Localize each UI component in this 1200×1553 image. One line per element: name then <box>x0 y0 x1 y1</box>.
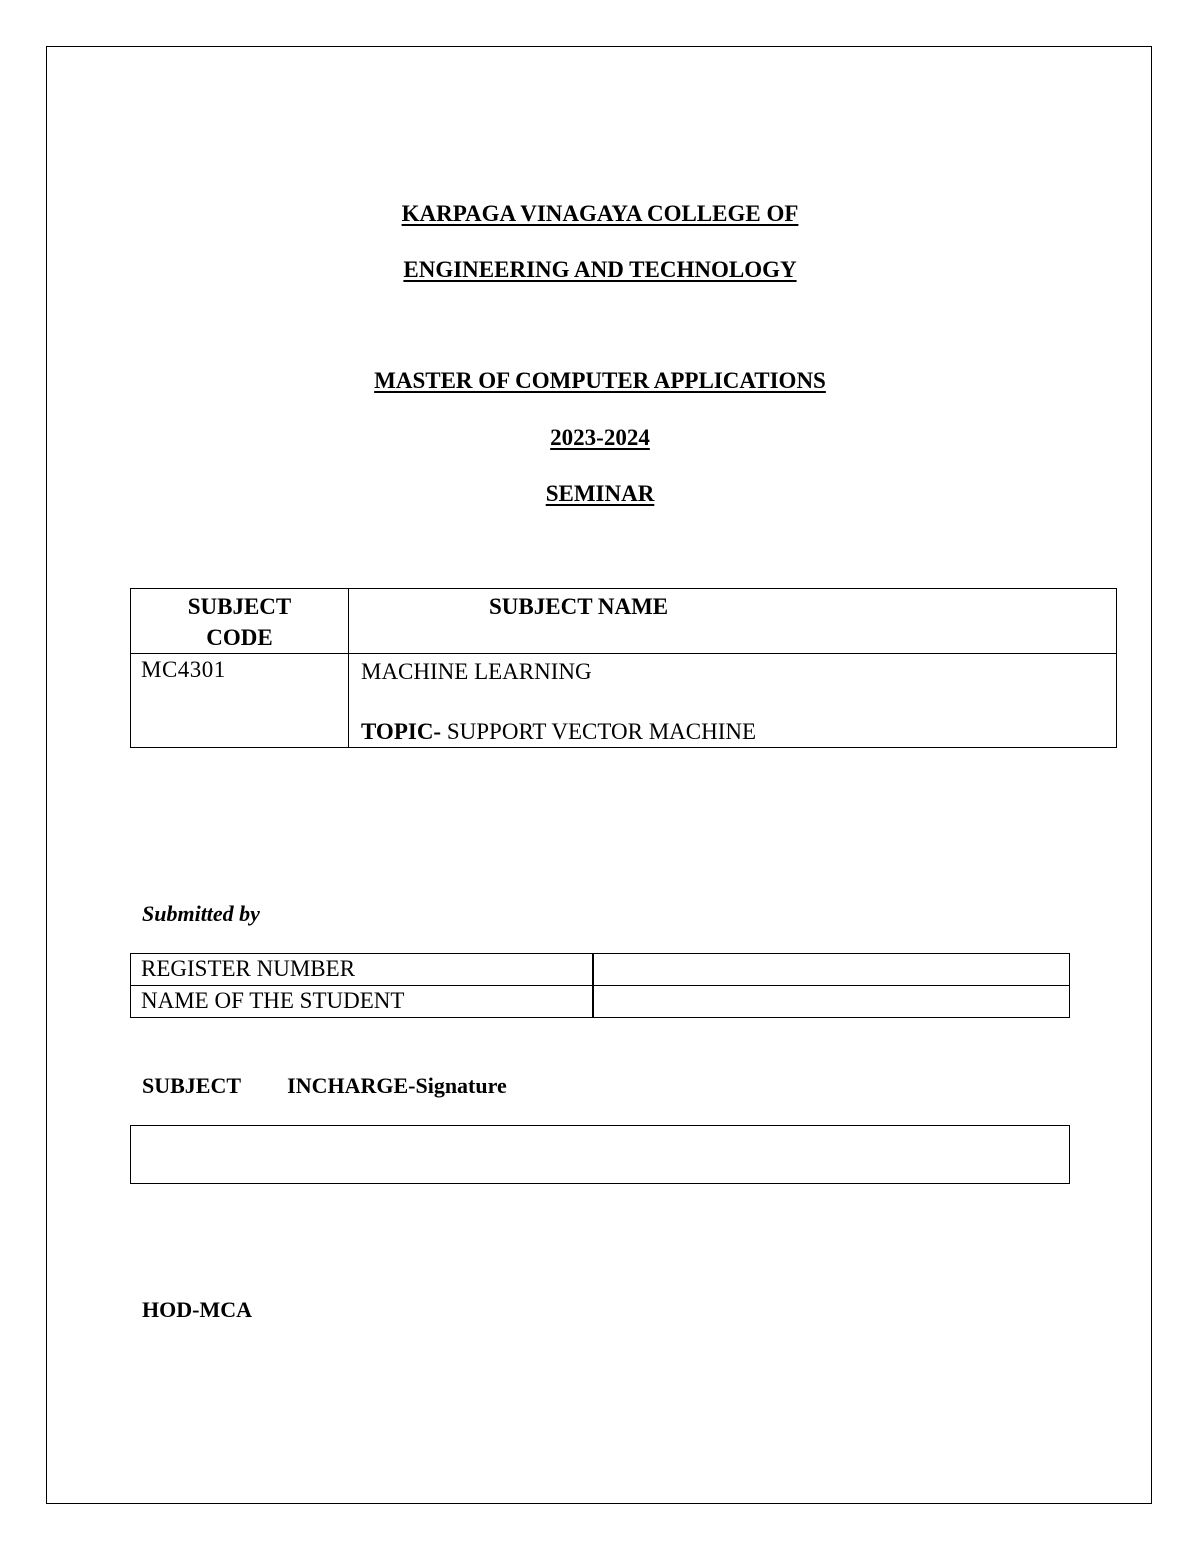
subject-name: MACHINE LEARNING <box>361 659 592 684</box>
topic-line <box>361 719 1116 745</box>
subject-table <box>130 588 1117 748</box>
register-number-row <box>131 954 1070 986</box>
academic-year: 2023-2024 <box>550 425 650 450</box>
document-type: SEMINAR <box>545 481 655 506</box>
student-name-row <box>131 986 1070 1018</box>
college-name-line-1: KARPAGA VINAGAYA COLLEGE OF <box>401 201 799 226</box>
college-name-line-2: ENGINEERING AND TECHNOLOGY <box>403 257 797 282</box>
subject-table-row <box>131 654 1117 748</box>
student-name-label: NAME OF THE STUDENT <box>131 986 593 1018</box>
submitted-by-label: Submitted by <box>142 901 260 926</box>
register-number-label: REGISTER NUMBER <box>131 954 593 986</box>
student-name-field[interactable] <box>593 986 1070 1018</box>
hod-label: HOD-MCA <box>142 1297 252 1322</box>
subject-code-header <box>131 589 349 654</box>
subject-code-cell: MC4301 <box>131 654 349 748</box>
subject-incharge-signature-label: SUBJECT INCHARGE-Signature <box>142 1073 507 1098</box>
subject-code-header-line-2: CODE <box>206 625 273 650</box>
register-number-field[interactable] <box>593 954 1070 986</box>
subject-name-cell <box>349 654 1117 748</box>
student-details-table <box>130 953 1070 1018</box>
subject-name-header: SUBJECT NAME <box>349 589 1117 654</box>
signature-box[interactable] <box>130 1125 1070 1184</box>
program-title: MASTER OF COMPUTER APPLICATIONS <box>374 368 826 393</box>
subject-code-header-line-1: SUBJECT <box>187 594 292 619</box>
topic-label: TOPIC- <box>361 719 442 744</box>
topic-value: SUPPORT VECTOR MACHINE <box>441 719 757 744</box>
subject-table-header-row <box>131 589 1117 654</box>
